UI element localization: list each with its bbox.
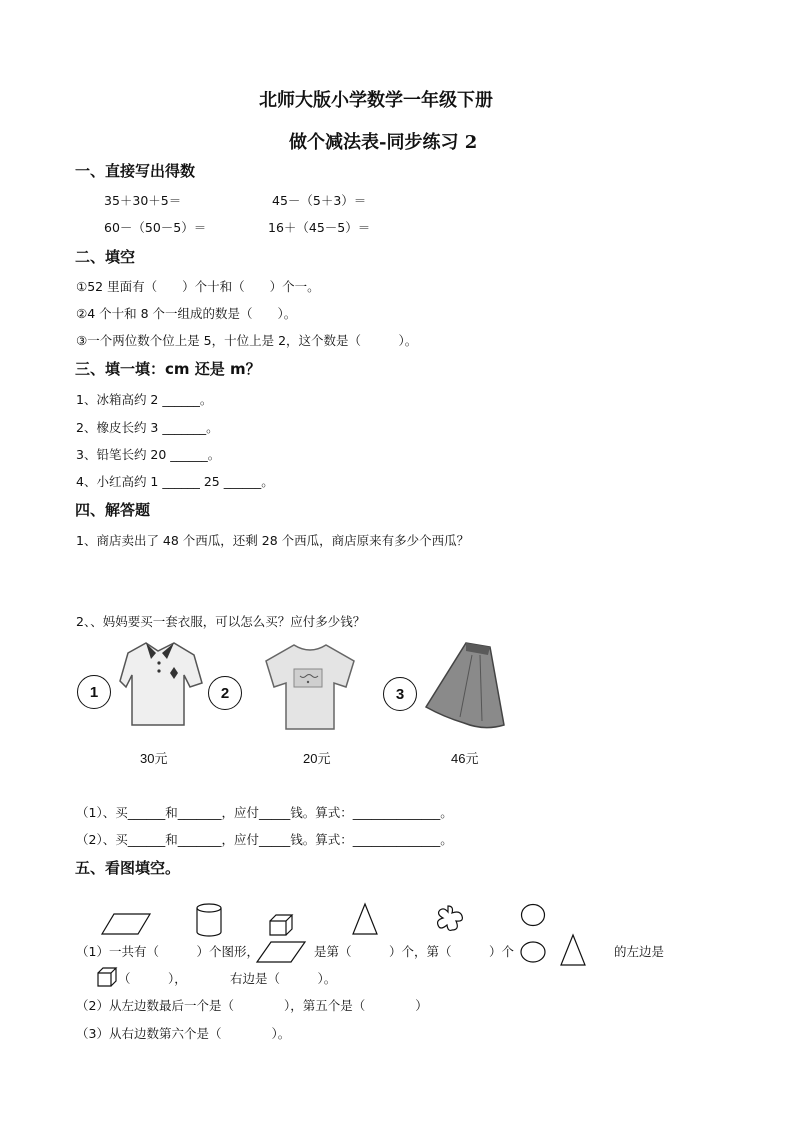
tshirt-icon bbox=[262, 643, 358, 731]
parallelogram-inline-icon bbox=[255, 940, 307, 964]
section-1-heading: 一、直接写出得数 bbox=[75, 162, 196, 180]
section-4-heading: 四、解答题 bbox=[75, 501, 151, 519]
question-1-part-2: 是第（ ）个，第（ ）个 bbox=[314, 944, 515, 959]
circle-icon bbox=[520, 903, 546, 927]
calc-item: 60－（50－5）＝ bbox=[104, 220, 207, 235]
question-3: （3）从右边数第六个是（ ）。 bbox=[76, 1026, 291, 1041]
fill-item: ③一个两位数个位上是 5，十位上是 2，这个数是（ ）。 bbox=[76, 333, 418, 348]
cube-inline-icon bbox=[96, 966, 118, 988]
shirt-icon bbox=[118, 641, 204, 727]
option-number-3: 3 bbox=[383, 677, 417, 711]
fill-item: ②4 个十和 8 个一组成的数是（ ）。 bbox=[76, 306, 297, 321]
page-subtitle: 做个减法表-同步练习 2 bbox=[289, 132, 478, 153]
section-5-heading: 五、看图填空。 bbox=[75, 859, 181, 877]
calc-item: 16＋（45－5）＝ bbox=[268, 220, 371, 235]
parallelogram-icon bbox=[100, 912, 152, 936]
price-shirt: 30元 bbox=[140, 751, 168, 766]
page-title: 北师大版小学数学一年级下册 bbox=[259, 90, 493, 111]
triangle-inline-icon bbox=[558, 933, 588, 967]
unit-item: 1、冰箱高约 2 ______。 bbox=[76, 392, 213, 407]
circle-inline-icon bbox=[519, 940, 547, 964]
question-1-line-2b: 右边是（ ）。 bbox=[230, 971, 337, 986]
question-1-line-2a: （ ）， bbox=[118, 971, 187, 986]
calc-item: 35＋30＋5＝ bbox=[104, 193, 182, 208]
fill-item: ①52 里面有（ ）个十和（ ）个一。 bbox=[76, 279, 320, 294]
question-2: （2）从左边数最后一个是（ ），第五个是（ ） bbox=[76, 998, 428, 1013]
cylinder-icon bbox=[195, 903, 223, 937]
section-2-heading: 二、填空 bbox=[75, 248, 136, 266]
section-3-heading: 三、填一填：cm 还是 m？ bbox=[75, 360, 261, 378]
price-skirt: 46元 bbox=[451, 751, 479, 766]
problem-2: 2、、妈妈要买一套衣服，可以怎么买？应付多少钱？ bbox=[76, 614, 366, 629]
cube-icon bbox=[268, 913, 294, 937]
answer-line-2: （2）、买______和_______，应付_____钱。算式：______________。 bbox=[76, 832, 453, 847]
unit-item: 3、铅笔长约 20 ______。 bbox=[76, 447, 221, 462]
calc-item: 45－（5＋3）＝ bbox=[272, 193, 367, 208]
question-1-part-1: （1）一共有（ ）个图形， bbox=[76, 944, 259, 959]
skirt-icon bbox=[424, 641, 508, 729]
flower-shape-icon bbox=[434, 904, 466, 934]
triangle-icon bbox=[351, 902, 379, 936]
unit-item: 4、小红高约 1 ______ 25 ______。 bbox=[76, 474, 274, 489]
price-tshirt: 20元 bbox=[303, 751, 331, 766]
problem-1: 1、商店卖出了 48 个西瓜，还剩 28 个西瓜，商店原来有多少个西瓜？ bbox=[76, 533, 470, 548]
question-1-part-3: 的左边是 bbox=[614, 944, 665, 959]
answer-line-1: （1）、买______和_______，应付_____钱。算式：______________。 bbox=[76, 805, 453, 820]
option-number-1: 1 bbox=[77, 675, 111, 709]
option-number-2: 2 bbox=[208, 676, 242, 710]
unit-item: 2、橡皮长约 3 _______。 bbox=[76, 420, 219, 435]
